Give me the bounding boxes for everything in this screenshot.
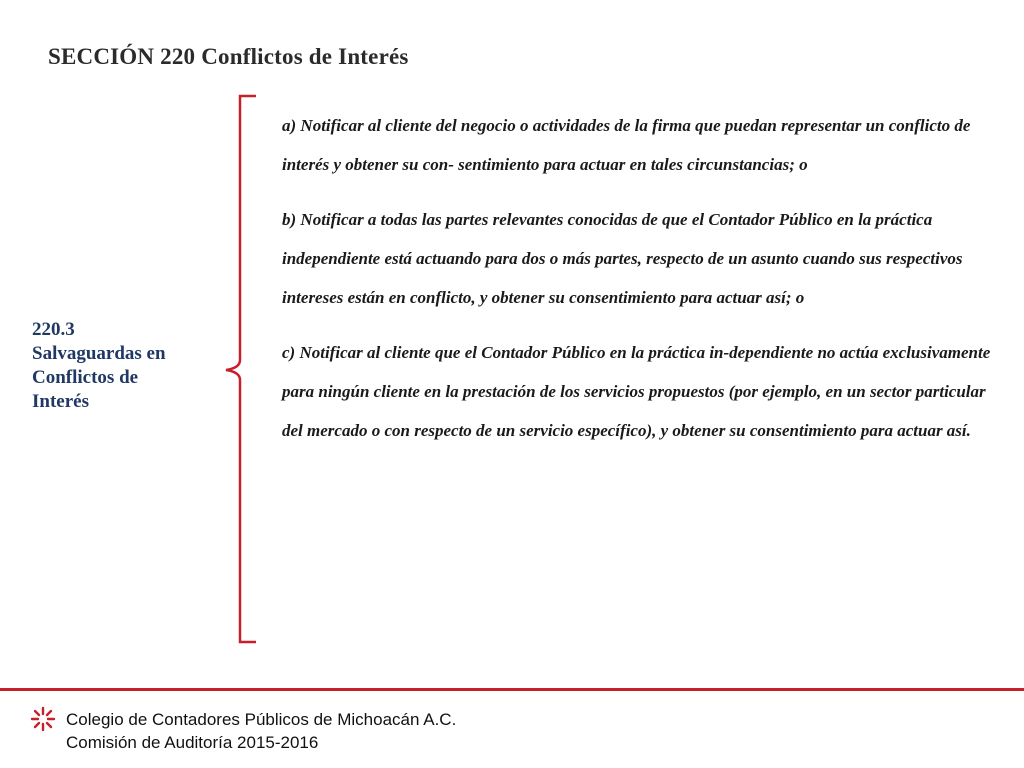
footer-organization: Colegio de Contadores Públicos de Michoacán A.C. [66, 710, 457, 729]
section-label-line: 220.3 [32, 319, 75, 340]
paragraph-a: a) Notificar al cliente del negocio o actividades de la firma que puedan representar un conflicto de interés y obtener su con- sentimiento para actuar en tales circunstancias; o [282, 116, 971, 174]
section-label-line: Conflictos de [32, 367, 139, 388]
slide-title: SECCIÓN 220 Conflictos de Interés [48, 44, 409, 69]
footer-text [66, 708, 456, 754]
section-label-line: Salvaguardas en [32, 343, 166, 364]
curly-brace-icon [222, 94, 262, 646]
paragraph-list [282, 106, 992, 466]
college-logo-icon [30, 706, 56, 732]
footer-divider [0, 688, 1024, 691]
section-label-line: Interés [32, 391, 89, 412]
paragraph-c: c) Notificar al cliente que el Contador Público en la práctica in-dependiente no actúa exclusivamente para ningún cliente en la prestación de los servicios propuestos (por ejemplo, en un sector particular del mercado o con respecto de un servicio específico), y obtener su consentimiento para actuar así. [282, 343, 991, 440]
paragraph-b: b) Notificar a todas las partes relevantes conocidas de que el Contador Público en la práctica independiente está actuando para dos o más partes, respecto de un asunto cuando sus respectivos intereses están en conflicto, y obtener su consentimiento para actuar así; o [282, 210, 963, 307]
footer-commission: Comisión de Auditoría 2015-2016 [66, 733, 319, 752]
section-label [32, 318, 212, 414]
